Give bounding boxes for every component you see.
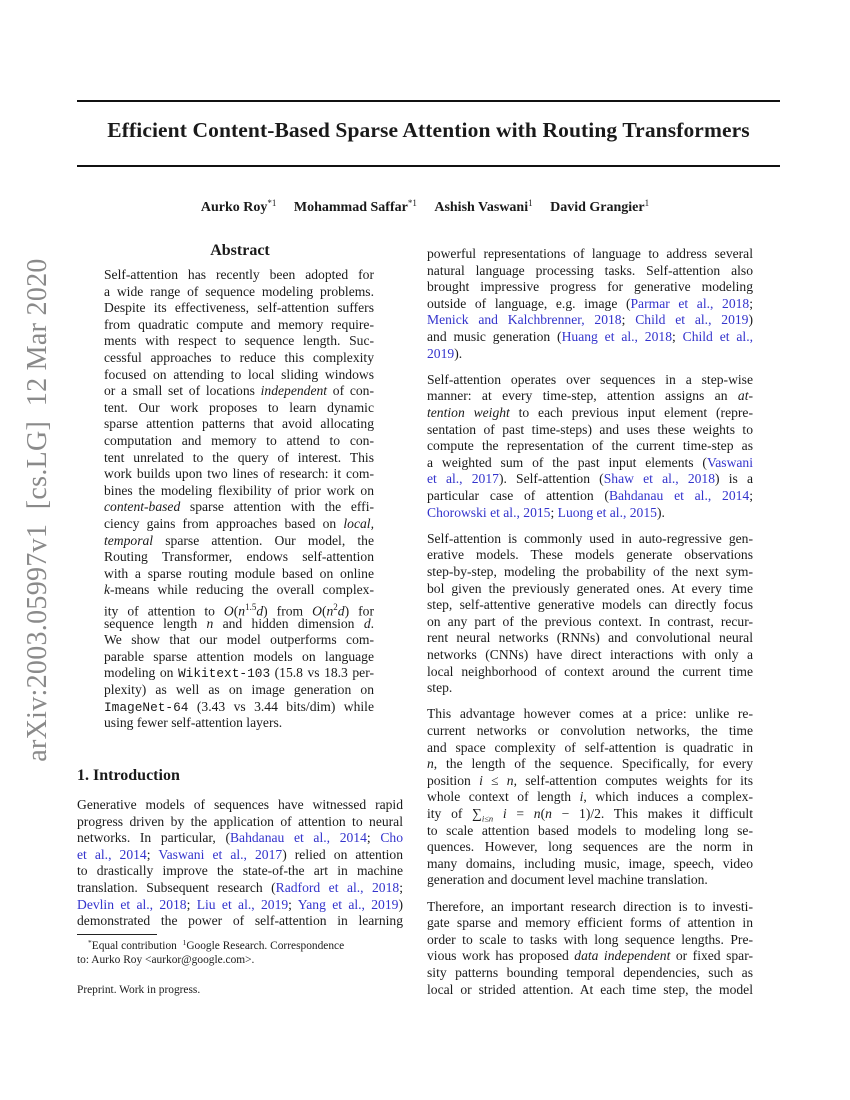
citation-link[interactable]: Bahdanau et al., 2014 bbox=[608, 488, 750, 503]
text-line: local neighborhood of context around the current time bbox=[427, 663, 753, 679]
text-line: Despite its effectiveness, self-attention suffers bbox=[104, 300, 374, 316]
text-line: Devlin et al., 2018; Liu et al., 2019; Yang et al., 2019) bbox=[77, 896, 403, 912]
text-line: to drastically improve the state-of-the art in machine bbox=[77, 863, 403, 879]
text-line: order to scale to tasks with long sequence lengths. Pre- bbox=[427, 931, 753, 947]
citation-link[interactable]: Liu et al., 2019 bbox=[196, 896, 289, 912]
text-line: networks (CNNs) have direct interactions with only a bbox=[427, 647, 753, 662]
text-line: compute the representation of the current time-step as bbox=[427, 438, 753, 454]
text-line: a weighted sum of the past input elements (Vaswani bbox=[427, 454, 753, 470]
citation-link[interactable]: Child et al., bbox=[682, 329, 753, 344]
italic-text: i bbox=[579, 789, 584, 805]
text-line: with a sparse routing module based on online bbox=[104, 565, 374, 581]
italic-text: n bbox=[545, 806, 552, 821]
italic-text: d bbox=[337, 603, 345, 619]
text-line: particular case of attention (Bahdanau et al., 2014; bbox=[427, 488, 753, 503]
text-line: n, the length of the sequence. Specifically, for every bbox=[427, 756, 753, 772]
footnote-mark: * bbox=[88, 938, 92, 947]
citation-link[interactable]: Menick and Kalchbrenner, 2018 bbox=[427, 312, 622, 328]
text-line: Self-attention operates over sequences in a step-wise bbox=[427, 371, 753, 387]
text-line: a wide range of sequence modeling problems. bbox=[104, 283, 374, 299]
italic-text: k bbox=[104, 582, 111, 598]
citation-link[interactable]: Cho bbox=[380, 830, 403, 846]
text-line: plexity) as well as on image generation on bbox=[104, 682, 374, 697]
text-line: sequence length n and hidden dimension d. bbox=[104, 615, 375, 631]
dataset-name: Wikitext-103 bbox=[177, 666, 271, 682]
author-name: Ashish Vaswani bbox=[434, 200, 529, 215]
italic-text: n bbox=[326, 603, 334, 619]
italic-text: O bbox=[223, 603, 234, 619]
italic-text: independent bbox=[260, 383, 328, 399]
text-line: ity of attention to $O(n^{1.5}d)$ from $O(n^2d)$ for bbox=[104, 602, 374, 619]
text-line: generation and document level machine translation. bbox=[427, 872, 708, 888]
author bbox=[434, 200, 532, 215]
preprint-note: Preprint. Work in progress. bbox=[77, 984, 201, 996]
italic-text: n bbox=[506, 772, 514, 788]
italic-text: tention weight bbox=[427, 405, 510, 420]
citation-link[interactable]: Yang et al., 2019 bbox=[297, 896, 399, 912]
text-line: Chorowski et al., 2015; Luong et al., 2015). bbox=[427, 504, 665, 520]
citation-link[interactable]: Parmar et al., 2018 bbox=[630, 295, 750, 311]
italic-text: n bbox=[206, 615, 214, 631]
superscript: 1.5 bbox=[245, 602, 257, 612]
text-line: erative models. These models generate observations bbox=[427, 547, 753, 563]
citation-link[interactable]: et al., 2017 bbox=[427, 471, 499, 487]
text-line: modeling on Wikitext-103 (15.8 vs 18.3 per- bbox=[104, 665, 374, 682]
italic-text: O bbox=[312, 603, 322, 619]
text-line: focused on attending to local sliding windows bbox=[104, 366, 374, 382]
text-line: sparse attention patterns that avoid allocating bbox=[104, 416, 374, 432]
citation-link[interactable]: Luong et al., 2015 bbox=[557, 504, 657, 520]
text-line: or a small set of locations independent of con- bbox=[104, 383, 374, 399]
italic-text: content-based bbox=[104, 499, 181, 515]
text-line: tent unrelated to the query of interest. This bbox=[104, 449, 374, 465]
text-line: sentation of past time-steps) and uses these weights to bbox=[427, 421, 753, 437]
author-name: Mohammad Saffar bbox=[293, 200, 408, 215]
text-line: progress driven by the application of attention to neural bbox=[77, 813, 403, 829]
citation-link[interactable]: Chorowski et al., 2015 bbox=[427, 504, 551, 520]
text-line: 2019). bbox=[427, 345, 463, 361]
italic-text: n bbox=[238, 603, 246, 619]
text-line: cessful approaches to reduce this complexity bbox=[104, 350, 374, 365]
author bbox=[550, 200, 649, 215]
text-line: natural language processing tasks. Self-attention also bbox=[427, 262, 753, 278]
text-line: ciency gains from approaches based on local, bbox=[104, 516, 374, 531]
title-rule-bottom bbox=[77, 165, 780, 167]
citation-link[interactable]: 2019 bbox=[427, 345, 455, 361]
citation-link[interactable]: Bahdanau et al., 2014 bbox=[229, 830, 367, 846]
citation-link[interactable]: Child et al., 2019 bbox=[635, 312, 749, 328]
text-line: to scale attention based models to modeling long se- bbox=[427, 822, 753, 838]
text-line: networks. In particular, (Bahdanau et al., 2014; Cho bbox=[77, 830, 403, 846]
footnote-rule bbox=[77, 934, 157, 935]
text-line: using fewer self-attention layers. bbox=[104, 715, 283, 731]
italic-text: local, bbox=[343, 516, 374, 531]
text-line: Routing Transformer, endows self-attention bbox=[104, 549, 374, 565]
text-line: ity of $\sum_{i\le n}$ i = n(n − 1)/2. This makes it difficult bbox=[427, 806, 753, 824]
author-affiliation-mark: *1 bbox=[407, 198, 417, 208]
paper-title: Efficient Content-Based Sparse Attention with Routing Transformers bbox=[107, 118, 750, 142]
author-affiliation-mark: *1 bbox=[267, 198, 277, 208]
text-line: parable sparse attention models on language bbox=[104, 648, 374, 664]
text-line: quences. However, long sequences are the norm in bbox=[427, 839, 753, 855]
text-line: step, self-attentive generative models can directly focus bbox=[427, 597, 753, 613]
author bbox=[201, 200, 277, 215]
text-line: many domains, including music, image, speech, video bbox=[427, 855, 753, 871]
text-line: This advantage however comes at a price: unlike re- bbox=[427, 706, 753, 722]
italic-text: n bbox=[533, 806, 541, 821]
italic-text: temporal bbox=[104, 532, 154, 548]
text-line: ImageNet-64 (3.43 vs 3.44 bits/dim) while bbox=[104, 698, 374, 715]
text-line: step. bbox=[427, 680, 453, 696]
text-line: local or strided attention. At each time step, the model bbox=[427, 981, 753, 997]
author-name: Aurko Roy bbox=[200, 200, 268, 215]
text-line: temporal sparse attention. Our model, the bbox=[104, 532, 374, 548]
section-heading-introduction: 1. Introduction bbox=[77, 767, 180, 784]
text-line: translation. Subsequent research (Radford et al., 2018; bbox=[77, 880, 403, 895]
text-line: tent. Our work proposes to learn dynamic bbox=[104, 399, 374, 415]
superscript: 2 bbox=[333, 602, 338, 612]
italic-text: n bbox=[427, 756, 434, 772]
text-line: We show that our model outperforms com- bbox=[104, 632, 374, 648]
text-line: Self-attention has recently been adopted for bbox=[104, 267, 374, 282]
footnote-equal-contribution: Equal contribution bbox=[91, 940, 177, 952]
text-line: k-means while reducing the overall complex- bbox=[104, 582, 374, 598]
italic-text: d bbox=[363, 615, 371, 631]
text-line: computation and memory to attend to con- bbox=[104, 433, 374, 448]
text-line: sity patterns bounding temporal dependencies, such as bbox=[427, 965, 753, 980]
author-affiliation-mark: 1 bbox=[644, 198, 650, 208]
footnote-mark: 1 bbox=[182, 938, 187, 947]
citation-link[interactable]: Vaswani et al., 2017 bbox=[158, 846, 283, 862]
text-line: tention weight to each previous input element (repre- bbox=[427, 405, 753, 420]
text-line: outside of language, e.g. image (Parmar et al., 2018; bbox=[427, 295, 753, 311]
citation-link[interactable]: Huang et al., 2018 bbox=[561, 329, 672, 344]
citation-link[interactable]: Vaswani bbox=[706, 454, 753, 470]
text-line: bines the modeling flexibility of prior work on bbox=[104, 482, 374, 498]
dataset-name: ImageNet-64 bbox=[104, 699, 189, 715]
subscript: i≤n bbox=[481, 813, 494, 824]
text-line: vious work has proposed data independent or fixed spar- bbox=[427, 948, 753, 964]
text-line: rent neural networks (RNNs) and convolutional neural bbox=[427, 630, 753, 646]
citation-link[interactable]: Shaw et al., 2018 bbox=[603, 471, 716, 487]
text-line: et al., 2017). Self-attention (Shaw et al., 2018) is a bbox=[427, 471, 753, 487]
abstract-heading: Abstract bbox=[210, 242, 270, 259]
text-line: Therefore, an important research direction is to investi- bbox=[427, 898, 753, 914]
italic-text: i bbox=[502, 806, 507, 821]
text-line: et al., 2014; Vaswani et al., 2017) relied on attention bbox=[77, 846, 404, 862]
text-line: demonstrated the power of self-attention in learning bbox=[77, 913, 403, 929]
italic-text: data independent bbox=[574, 948, 671, 964]
citation-link[interactable]: Devlin et al., 2018 bbox=[77, 896, 187, 912]
text-line: position i ≤ n, self-attention computes weights for its bbox=[427, 772, 753, 788]
text-line: whole context of length i, which induces a complex- bbox=[427, 789, 753, 805]
italic-text: i bbox=[479, 772, 483, 788]
arxiv-stamp: arXiv:2003.05997v1 [cs.LG] 12 Mar 2020 bbox=[22, 258, 53, 762]
text-line: Generative models of sequences have witnessed rapid bbox=[77, 797, 403, 812]
citation-link[interactable]: et al., 2014 bbox=[77, 846, 147, 862]
italic-text: at- bbox=[737, 388, 753, 404]
text-line: current networks or convolution networks, the time bbox=[427, 723, 753, 738]
text-line: work builds upon two lines of research: it com- bbox=[104, 466, 374, 482]
author-name: David Grangier bbox=[550, 200, 645, 215]
text-line: on any part of the previous context. In contrast, recur- bbox=[427, 613, 753, 629]
author bbox=[294, 200, 417, 215]
text-line: manner: at every time-step, attention assigns an at- bbox=[427, 388, 753, 404]
footnote-affiliations bbox=[88, 938, 344, 952]
citation-link[interactable]: Radford et al., 2018 bbox=[275, 880, 400, 895]
text-line: content-based sparse attention with the effi- bbox=[104, 499, 374, 515]
text-line: powerful representations of language to address several bbox=[427, 246, 753, 261]
text-line: ments with respect to sequence length. Suc- bbox=[104, 333, 374, 349]
text-line: and music generation (Huang et al., 2018; Child et al., bbox=[427, 329, 753, 344]
author-affiliation-mark: 1 bbox=[528, 198, 533, 208]
footnote-affiliation: Google Research. Correspondence bbox=[186, 940, 345, 952]
text-line: from quadratic compute and memory require- bbox=[104, 316, 374, 332]
text-line: step-by-step, modeling the probability of the next sym- bbox=[427, 564, 753, 579]
italic-text: d bbox=[256, 603, 264, 619]
author-list bbox=[0, 198, 850, 216]
title-rule-top bbox=[77, 100, 780, 102]
text-line: Self-attention is commonly used in auto-regressive gen- bbox=[427, 530, 753, 546]
footnote-correspondence: to: Aurko Roy <aurkor@google.com>. bbox=[77, 954, 255, 966]
text-line: Menick and Kalchbrenner, 2018; Child et al., 2019) bbox=[427, 312, 753, 328]
text-line: gate sparse and memory efficient forms of attention in bbox=[427, 915, 753, 931]
text-line: bol given the previously generated ones. At every time bbox=[427, 580, 753, 596]
text-line: and space complexity of self-attention is quadratic in bbox=[427, 739, 753, 755]
text-line: brought impressive progress for generative modeling bbox=[427, 279, 753, 295]
